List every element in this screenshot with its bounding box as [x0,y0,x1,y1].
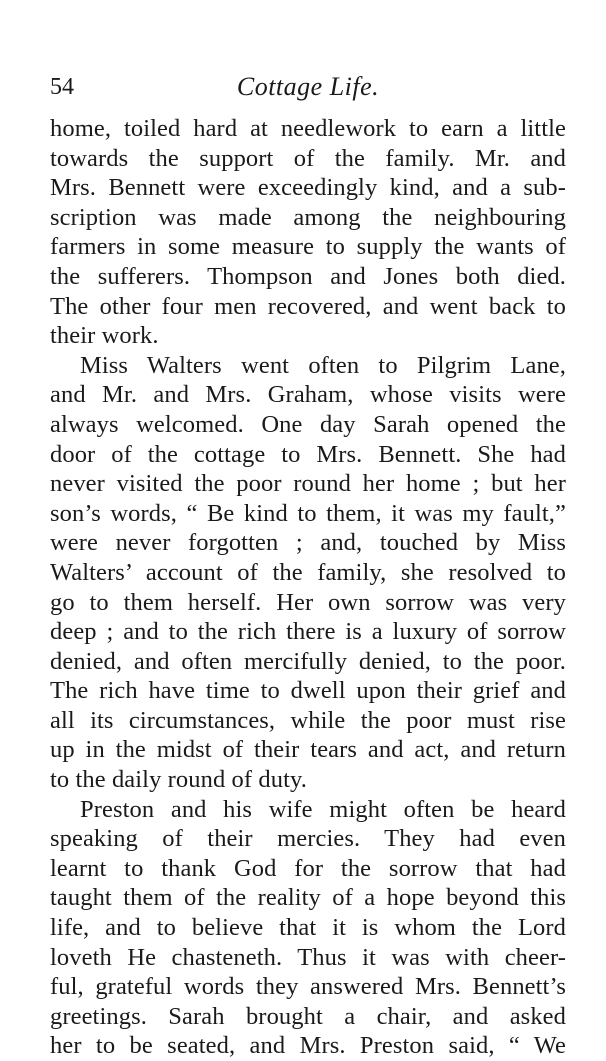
text-line: always welcomed. One day Sarah opened the [50,410,566,438]
paragraph [50,795,566,1061]
text-line: to the daily round of duty. [50,766,307,794]
text-line: deep ; and to the rich there is a luxury of sorrow [50,618,566,646]
text-line: taught them of the reality of a hope beyond this [50,884,566,912]
text-line: son’s words, “ Be kind to them, it was my fault,” [50,499,566,527]
text-line: ful, grateful words they answered Mrs. Bennett’s [50,973,566,1001]
text-line: scription was made among the neighbouring [50,203,566,231]
text-line: were never forgotten ; and, touched by Miss [50,529,566,557]
text-line: Walters’ account of the family, she resolved to [50,558,566,586]
text-line: The rich have time to dwell upon their grief and [50,677,566,705]
running-title: Cottage Life. [236,72,380,101]
body-text [50,114,566,1061]
text-line: speaking of their mercies. They had even [50,825,566,853]
text-line: Miss Walters went often to Pilgrim Lane, [80,351,566,379]
page-header [50,72,566,106]
text-line: go to them herself. Her own sorrow was very [50,588,566,616]
text-line: never visited the poor round her home ; but her [50,470,566,498]
text-line: her to be seated, and Mrs. Preston said, “ We [50,1032,566,1060]
text-line: and Mr. and Mrs. Graham, whose visits were [50,381,566,409]
text-line: the sufferers. Thompson and Jones both died. [50,262,566,290]
paragraph [50,114,566,351]
text-line: all its circumstances, while the poor must rise [50,706,566,734]
page-number: 54 [50,74,74,100]
text-line: learnt to thank God for the sorrow that had [50,854,566,882]
text-line: towards the support of the family. Mr. and [50,144,566,172]
text-line: farmers in some measure to supply the wants of [50,233,566,261]
text-line: their work. [50,322,159,350]
text-line: door of the cottage to Mrs. Bennett. She had [50,440,566,468]
text-line: up in the midst of their tears and act, and return [50,736,566,764]
text-line: life, and to believe that it is whom the Lord [50,914,566,942]
text-line: loveth He chasteneth. Thus it was with cheer- [50,943,566,971]
text-line: Preston and his wife might often be heard [80,795,566,823]
text-line: The other four men recovered, and went back to [50,292,566,320]
text-line: denied, and often mercifully denied, to the poor. [50,647,566,675]
text-line: home, toiled hard at needlework to earn a little [50,115,566,142]
text-line: Mrs. Bennett were exceedingly kind, and a sub- [50,174,566,202]
text-line: greetings. Sarah brought a chair, and asked [50,1002,566,1030]
paragraph [50,351,566,795]
